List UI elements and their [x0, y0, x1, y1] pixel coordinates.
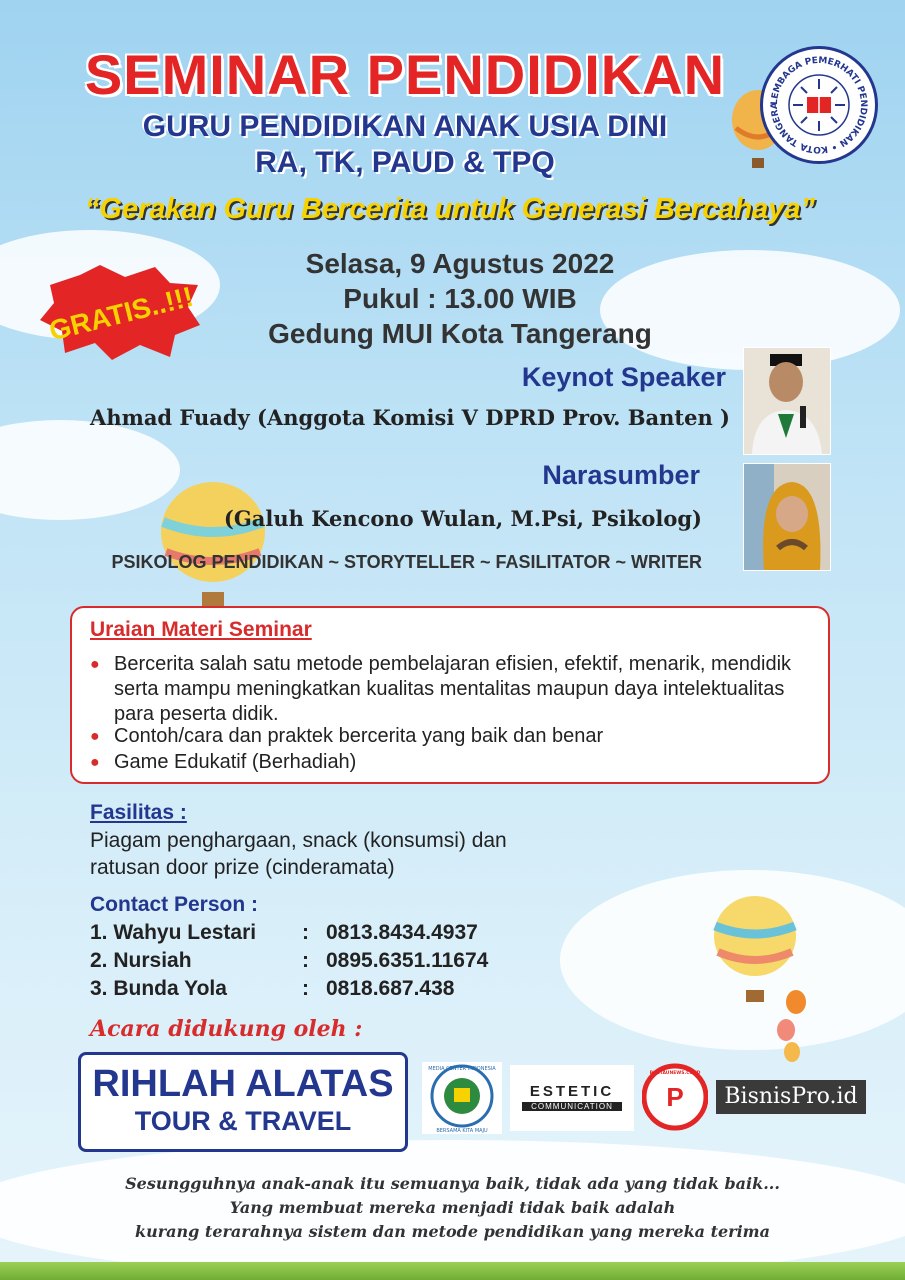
- subtitle: GURU PENDIDIKAN ANAK USIA DINI: [142, 110, 668, 143]
- footer-quote-line: Sesungguhnya anak-anak itu semuanya baik, tidak ada yang tidak baik...: [125, 1174, 780, 1193]
- sponsor-name: ESTETIC: [529, 1083, 615, 1100]
- list-item-text: Contoh/cara dan praktek bercerita yang baik dan benar: [114, 725, 604, 747]
- facilities-line: ratusan door prize (cinderamata): [90, 856, 395, 879]
- speaker-role: Narasumber: [542, 460, 700, 490]
- contact-separator: :: [302, 921, 309, 944]
- facilities-line: Piagam penghargaan, snack (konsumsi) dan: [90, 829, 507, 852]
- keynote-name: Ahmad Fuady (Anggota Komisi V DPRD Prov. Banten ): [90, 405, 730, 430]
- contacts-title: Contact Person :: [90, 893, 259, 916]
- bullet-icon: ●: [90, 728, 100, 745]
- cloud: [0, 420, 180, 520]
- contact-separator: :: [302, 977, 309, 1000]
- bullet-icon: ●: [90, 754, 100, 771]
- list-item: [90, 652, 810, 728]
- list-item: [90, 724, 810, 749]
- materials-box: [70, 606, 830, 784]
- materials-title: Uraian Materi Seminar: [90, 618, 312, 641]
- main-sponsor-sub: TOUR & TRAVEL: [134, 1106, 352, 1136]
- speaker-titles: PSIKOLOG PENDIDIKAN ~ STORYTELLER ~ FASILITATOR ~ WRITER: [111, 552, 702, 572]
- bullet-icon: ●: [90, 656, 100, 673]
- list-item-text: Bercerita salah satu metode pembelajaran efisien, efektif, menarik, mendidik serta mampu meningkatkan kualitas mentalitas maupun daya intelektualitas para peserta didik.: [114, 653, 792, 725]
- event-date: Selasa, 9 Agustus 2022: [305, 248, 615, 279]
- list-item-text: Game Edukatif (Berhadiah): [114, 751, 357, 773]
- keynote-speaker-photo: [743, 347, 831, 455]
- book-icon: [763, 49, 875, 161]
- grass-decoration: [0, 1262, 905, 1280]
- audience: RA, TK, PAUD & TPQ: [255, 146, 555, 179]
- main-sponsor: [78, 1052, 408, 1152]
- list-item: [90, 750, 810, 775]
- sponsor-logo: [716, 1080, 866, 1114]
- page-title: SEMINAR PENDIDIKAN: [84, 43, 726, 106]
- free-badge-label: GRATIS..!!!: [45, 280, 197, 347]
- footer-quote-line: kurang terarahnya sistem dan metode pendidikan yang mereka terima: [135, 1222, 770, 1241]
- contact-separator: :: [302, 949, 309, 972]
- sponsor-sub: P: [666, 1082, 684, 1112]
- contact-phone[interactable]: 0818.687.438: [326, 977, 455, 1000]
- logo-text: LEMBAGA PEMERHATI PENDIDIKAN • KOTA TANGERA: [769, 55, 869, 155]
- hot-air-balloon-icon: [158, 482, 268, 612]
- facilities-title: Fasilitas :: [90, 801, 187, 824]
- sponsor-name: MEDIA CENTER INDONESIA: [428, 1066, 496, 1072]
- tagline: “Gerakan Guru Bercerita untuk Generasi Bercahaya”: [84, 193, 816, 225]
- sponsor-logo: [510, 1065, 634, 1131]
- main-sponsor-name: RIHLAH ALATAS: [92, 1063, 394, 1105]
- keynote-role: Keynot Speaker: [521, 362, 726, 392]
- speaker-name: (Galuh Kencono Wulan, M.Psi, Psikolog): [223, 506, 702, 531]
- sponsor-sub: COMMUNICATION: [522, 1102, 622, 1111]
- contact-name: 1. Wahyu Lestari: [90, 921, 257, 944]
- small-balloons-icon: [772, 990, 812, 1065]
- sponsor-logo: [422, 1062, 502, 1134]
- contact-phone[interactable]: 0813.8434.4937: [326, 921, 478, 944]
- support-title: Acara didukung oleh :: [90, 1016, 363, 1042]
- pantaunews-logo-icon: [642, 1062, 708, 1132]
- event-venue: Gedung MUI Kota Tangerang: [268, 318, 652, 349]
- contact-name: 2. Nursiah: [90, 949, 192, 972]
- footer-quote-line: Yang membuat mereka menjadi tidak baik adalah: [229, 1198, 676, 1217]
- contact-phone[interactable]: 0895.6351.11674: [326, 949, 489, 972]
- sponsor-sub: BERSAMA KITA MAJU: [436, 1128, 488, 1134]
- sponsor-name: BisnisPro.id: [724, 1084, 858, 1109]
- sponsor-logo: [642, 1062, 708, 1132]
- speaker-photo: [743, 463, 831, 571]
- organization-logo: [760, 46, 878, 164]
- contact-name: 3. Bunda Yola: [90, 977, 227, 1000]
- sponsor-name: PANTAUNEWS.CO.ID: [649, 1071, 701, 1076]
- media-center-logo-icon: [422, 1062, 502, 1134]
- event-time: Pukul : 13.00 WIB: [343, 283, 577, 314]
